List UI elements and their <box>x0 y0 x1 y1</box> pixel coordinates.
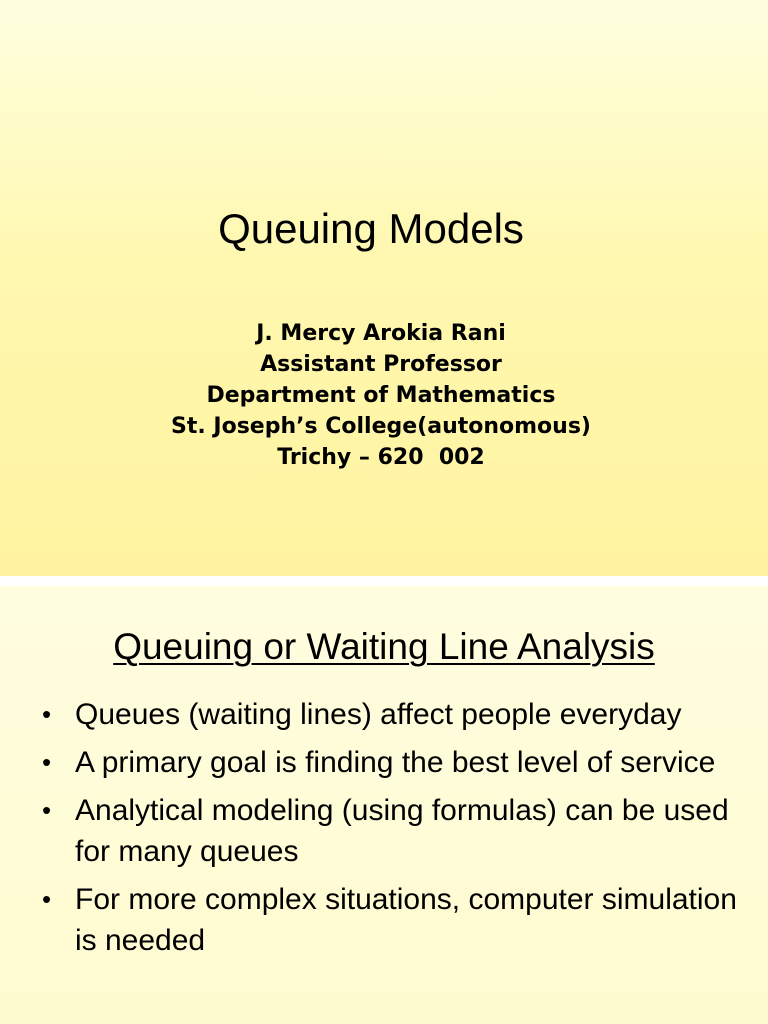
slide-title: Queuing Models <box>218 205 524 252</box>
author-name: J. Mercy Arokia Rani <box>256 321 506 346</box>
bullet-list <box>40 694 740 968</box>
author-info <box>0 318 762 473</box>
bullet-item <box>40 694 740 735</box>
bullet-item <box>40 742 740 783</box>
bullet-item <box>40 790 740 872</box>
author-college: St. Joseph’s College(autonomous) <box>171 414 591 439</box>
author-department: Department of Mathematics <box>206 383 556 408</box>
slide-heading: Queuing or Waiting Line Analysis <box>113 626 655 667</box>
author-address: Trichy – 620 002 <box>277 445 485 470</box>
bullet-text: Queues (waiting lines) affect people everyday <box>75 698 682 731</box>
content-slide <box>0 586 768 1024</box>
bullet-text: For more complex situations, computer simulation is needed <box>75 883 737 957</box>
author-position: Assistant Professor <box>260 352 502 377</box>
bullet-icon: • <box>42 747 52 777</box>
bullet-text: Analytical modeling (using formulas) can be used for many queues <box>75 794 729 868</box>
bullet-icon: • <box>42 699 52 729</box>
bullet-icon: • <box>42 884 52 914</box>
bullet-text: A primary goal is finding the best level of service <box>75 746 716 779</box>
bullet-icon: • <box>42 795 52 825</box>
bullet-item <box>40 879 740 961</box>
